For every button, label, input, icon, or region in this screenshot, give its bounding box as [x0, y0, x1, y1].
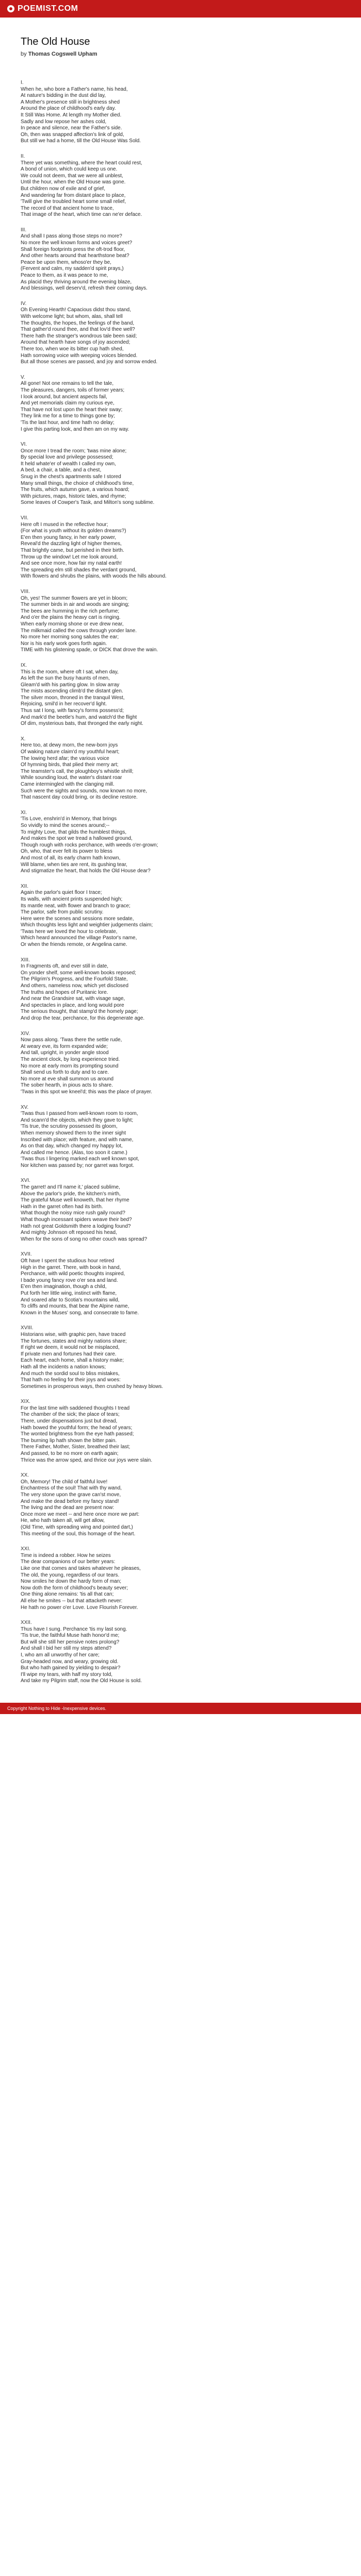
poem-line: What though the noisy mice rush gaily round? [21, 1210, 125, 1216]
poem-line: The record of that ancient home to trace, [21, 205, 114, 211]
poem-line: Inscribed with place; with feature, and with name, [21, 1137, 134, 1143]
stanza-number: XIII. [21, 957, 30, 963]
poem-line: That image of the heart, which time can ne'er deface. [21, 212, 142, 218]
poem-line: For the last time with saddened thoughts I tread [21, 1405, 130, 1411]
poem-line: No more the well known forms and voices greet? [21, 240, 133, 246]
poem-line: Once more we meet -- and here once more we part: [21, 1511, 140, 1517]
poem-line: Enchantress of the soul! That with thy wand, [21, 1485, 122, 1492]
byline [21, 51, 340, 57]
poem-line: Gray-headed now, and weary, growing old. [21, 1658, 119, 1665]
poem-line: Its mantle neat, with flower and branch to grace; [21, 903, 130, 909]
poem-line: 'Twas thus I passed from well-known room to room, [21, 1111, 138, 1117]
stanza-number: V. [21, 374, 25, 380]
poem-line: And others, nameless now, which yet disclosed [21, 983, 128, 989]
poem-line: The garret! and I'll name it,' placed sublime, [21, 1184, 120, 1191]
poem-line: One thing alone remains: 'tis all that can; [21, 1591, 114, 1598]
logo-icon [7, 5, 14, 12]
stanza [21, 1251, 340, 1316]
poem-line: The dear companions of our better years: [21, 1559, 116, 1565]
poem-line: I look around, but ancient aspects fail, [21, 394, 107, 400]
poem-line: Until the hour, when the Old House was gone. [21, 179, 126, 185]
stanza-number: XVI. [21, 1178, 30, 1184]
poem-line: 'Twill give the troubled heart some small relief, [21, 199, 126, 205]
poem-line: The living and the dead are present now: [21, 1505, 114, 1511]
stanza [21, 375, 340, 433]
poem-line: All else he smites -- but that attacketh never: [21, 1598, 123, 1604]
poem-line: To cliffs and mounts, that bear the Alpine name, [21, 1303, 129, 1310]
site-header [0, 0, 361, 18]
footer-copyright: Copyright Nothing to Hide -Inexpensive devices. [7, 1706, 107, 1711]
poem-content [0, 18, 361, 1703]
poem-line: And yet memorials claim my curious eye, [21, 400, 114, 406]
poem-line: Hath sorrowing voice with weeping voices blended. [21, 352, 138, 359]
poem-line: The truths and hopes of Puritanic lore. [21, 989, 108, 995]
poem-line: Sometimes in prosperous ways, then crushed by heavy blows. [21, 1383, 163, 1389]
poem-line: With pictures, maps, historic tales, and rhyme; [21, 493, 126, 499]
poem-line: And called me hence. (Alas, too soon it came.) [21, 1149, 127, 1156]
stanza [21, 957, 340, 1022]
poem-line: Now doth the form of childhood's beauty sever; [21, 1585, 128, 1591]
stanza [21, 736, 340, 801]
poem-line: 'Twas here we loved the hour to celebrate, [21, 928, 118, 935]
poem-line: No more at early morn its prompting sound [21, 1063, 119, 1069]
poem-line: And stigmatize the heart, that holds the Old House dear? [21, 868, 151, 874]
poem-line: On yonder shelf, some well-known books reposed; [21, 970, 137, 976]
poem-line: 'Twas in this spot we kneel'd; this was the place of prayer. [21, 1089, 153, 1095]
poem-line: Thus sat I long, with fancy's forms possess'd; [21, 708, 124, 714]
poem-line: Shall foreign footprints press the oft-trod floor, [21, 246, 125, 252]
poem-line: And shall I bid her still my steps attend? [21, 1646, 112, 1652]
stanza [21, 810, 340, 875]
poem-line: It held whate'er of wealth I called my own, [21, 461, 116, 467]
poem-line: That gather'd round thee, and that lov'd thee well? [21, 327, 135, 333]
stanza [21, 589, 340, 654]
poem-line: As left the sun the busy haunts of men, [21, 675, 110, 682]
poem-line: With welcome light; but whom, alas, shall tell [21, 314, 123, 319]
poem-line: Around that hearth have songs of joy ascended; [21, 340, 130, 346]
poem-line: Known in the Muses' song, and consecrate to fame. [21, 1310, 139, 1316]
poem-line: Which thoughts less light and weightier judgements claim; [21, 922, 153, 928]
stanza [21, 1399, 340, 1464]
poem-line: This meeting of the soul, this homage of the heart. [21, 1531, 136, 1537]
poem-line: And blessings, well deserv'd, refresh their coming days. [21, 285, 147, 292]
poem-line: And wandering far from distant place to place, [21, 192, 126, 198]
poem-line: And shall I pass along those steps no more? [21, 233, 122, 240]
poem-line: But still we had a home, till the Old House Was Sold. [21, 138, 141, 144]
poem-line: That hath no feeling for their joys and woes: [21, 1377, 121, 1383]
stanza-number: IX. [21, 662, 27, 668]
poem-line: The old, the young, regardless of our tears. [21, 1572, 120, 1578]
poem-line: We could not deem, that we were all unblest, [21, 173, 123, 179]
poem-line: As on that day, which changed my happy lot, [21, 1143, 123, 1149]
poem-line: Here too, at dewy morn, the new-born joys [21, 742, 118, 749]
poem-line: E'en then imagination, though a child, [21, 1284, 107, 1290]
poem-line: To mighty Love, that gilds the humblest things, [21, 829, 127, 835]
poem-line: The burning lip hath shown the bitter pain. [21, 1437, 117, 1444]
poem-line: No more at eve shall summon us around [21, 1076, 114, 1082]
poem-line: Oh Evening Hearth! Capacious didst thou stand, [21, 307, 132, 313]
stanza-number: XI. [21, 809, 27, 816]
poem-line: That nascent day could bring, or its decline restore. [21, 794, 138, 801]
poem-line: And take my Pilgrim staff, now the Old House is sold. [21, 1678, 142, 1684]
poem-line: The parlor, safe from public scrutiny. [21, 909, 104, 916]
poem-line: Around the place of childhood's early day. [21, 106, 116, 112]
poem-line: Time is indeed a robber. How he seizes [21, 1552, 111, 1558]
poem-line: The spreading elm still shades the verdant ground, [21, 567, 137, 573]
poem-line: Thus have I sung. Perchance 'tis my last song. [21, 1626, 127, 1632]
poem-line: High in the garret. There, with book in hand, [21, 1264, 121, 1270]
poem-line: The bees are humming in the rich perfume; [21, 608, 120, 614]
poem-line: There hath the stranger's wondrous tale been said; [21, 333, 137, 339]
poem-line: And o'er the plains the heavy cart is ringing. [21, 615, 121, 621]
poem-line: Each heart, each home, shall a history make; [21, 1358, 124, 1364]
poem-line: Rejoicing, smil'd in her recover'd light. [21, 701, 107, 707]
poem-line: A bond of union, which could keep us one. [21, 166, 118, 173]
poem-line: That brightly came, but perished in their birth. [21, 548, 124, 553]
poem-line: And near the Grandsire sat, with visage sage, [21, 996, 125, 1002]
poem-line: Peace be upon them, whoso'er they be, [21, 259, 111, 265]
stanza-number: VII. [21, 515, 29, 521]
stanza-number: VIII. [21, 588, 30, 595]
poem-line: As placid they thriving around the evening blaze, [21, 279, 132, 285]
poem-line: Such were the sights and sounds, now known no more, [21, 788, 147, 794]
poem-line: The serious thought, that stamp'd the homely page; [21, 1009, 138, 1015]
site-logo[interactable] [7, 4, 78, 13]
poem-line: Will blame, when ties are rent, its gushing tear, [21, 861, 127, 868]
poem-line: And spectacles in place, and long would pore [21, 1002, 124, 1008]
stanza-number: I. [21, 80, 24, 86]
poem-line: So vividly to mind the scenes around;-- [21, 822, 110, 828]
poem-line: Here oft I mused in the reflective hour; [21, 521, 108, 528]
stanza-number: III. [21, 227, 27, 233]
poem-line: There too, when woe its bitter cup hath shed, [21, 346, 124, 352]
poem-line: Now pass along. 'Twas there the settle rude, [21, 1037, 122, 1043]
poem-line: Hath all the incidents a nation knows; [21, 1364, 106, 1370]
stanza [21, 1178, 340, 1243]
poem-line: And passed, to be no more on earth again; [21, 1451, 119, 1457]
poem-line: E'en then young fancy, in her early power, [21, 534, 117, 540]
poem-line: There, under dispensations just but dread, [21, 1418, 118, 1425]
stanza-number: X. [21, 736, 26, 742]
stanza [21, 1031, 340, 1096]
poem-line: Or when the friends remote, or Angelina came. [21, 942, 127, 948]
poem-body [21, 80, 340, 1685]
poem-line: Hath bowed the youthful form; the head of years; [21, 1425, 133, 1431]
stanza [21, 663, 340, 727]
poem-line: (Old Time, with spreading wing and pointed dart,) [21, 1524, 133, 1530]
poem-line: The ancient clock, by long experience tried. [21, 1056, 120, 1062]
poem-line: And other hearts around that hearthstone beat? [21, 253, 129, 259]
poem-line: And much the sordid soul to bliss mistakes, [21, 1370, 120, 1377]
poem-line: The grateful Muse well knoweth, that her rhyme [21, 1197, 129, 1204]
poem-line: Though rough with rocks perchance, with weeds o'er-grown; [21, 842, 158, 848]
poem-line: Gleam'd with his parting glow. In slow array [21, 682, 120, 688]
logo-text: POEMIST.COM [18, 4, 78, 13]
poem-line: In Fragments oft, and ever still in date, [21, 963, 109, 970]
stanza [21, 227, 340, 292]
poem-line: The sober hearth, in pious acts to share. [21, 1082, 113, 1089]
poem-line: When early morning shone or eve drew near, [21, 621, 124, 627]
poem-line: When memory showed them to the inner sight [21, 1130, 126, 1136]
stanza [21, 301, 340, 366]
poem-line: Peace to them, as it was peace to me, [21, 273, 108, 279]
poem-line: They link me for a time to things gone by; [21, 413, 115, 419]
poem-line: Of hymning birds, that plied their merry art; [21, 762, 119, 768]
poem-line: Oh, yes! The summer flowers are yet in bloom; [21, 595, 128, 601]
poem-line: When he, who bore a Father's name, his head, [21, 86, 128, 92]
poem-line: And most of all, its early charm hath known, [21, 855, 121, 861]
poem-line: The fortunes, states and mighty nations share; [21, 1338, 127, 1344]
poem-line: The teamster's call, the ploughboy's whistle shrill; [21, 768, 134, 774]
poem-line: The thoughts, the hopes, the feelings of the band, [21, 320, 135, 326]
poem-line: Now smiles he down the hardy form of man; [21, 1579, 122, 1585]
poem-line: Nor kitchen was passed by; nor garret was forgot. [21, 1162, 135, 1168]
poem-line: TIME with his glistening spade, or DICK that drove the wain. [21, 647, 158, 653]
poem-line: I, who am all unworthy of her care; [21, 1652, 100, 1658]
poem-line: But who hath gained by yielding to despair? [21, 1665, 121, 1671]
poem-line: Here were the scenes and sessions more sedate, [21, 916, 134, 922]
poem-line: Nor is his early work goes forth again. [21, 640, 107, 647]
poem-line: But children now of exile and of grief, [21, 185, 105, 192]
stanza-number: XV. [21, 1104, 29, 1110]
poem-line: No more her morning song salutes the ear; [21, 634, 119, 640]
poem-line: (Fervent and calm, my sadden'd spirit prays,) [21, 266, 124, 272]
poem-line: I'll wipe my tears, with half my story told, [21, 1671, 113, 1677]
poem-line: The wonted brightness from the eye hath passed; [21, 1431, 134, 1437]
poem-line: A Mother's presence still in brightness shed [21, 99, 120, 105]
stanza [21, 80, 340, 145]
stanza [21, 1472, 340, 1537]
poem-line: At weary eve, its form expanded wide; [21, 1043, 108, 1049]
poem-line: The very stone upon the grave can'st move, [21, 1492, 121, 1498]
poem-line: (For what is youth without its golden dreams?) [21, 528, 126, 534]
poem-line: 'Tis true, the faithful Muse hath honor'd me; [21, 1633, 120, 1639]
poem-line: He hath no power o'er Love. Love Flourish Forever. [21, 1604, 138, 1611]
poem-line: The chamber of the sick; the place of tears; [21, 1412, 120, 1418]
stanza [21, 1620, 340, 1685]
poem-line: What though incessant spiders weave their bed? [21, 1217, 132, 1223]
poem-line: Oh, then was snapped affection's link of gold, [21, 131, 124, 138]
poem-line: The pleasures, dangers, toils of former years; [21, 387, 125, 393]
poem-line: Many small things, the choice of childhood's time, [21, 480, 134, 486]
poem-line: Snug in the chest's apartments safe I stored [21, 474, 121, 480]
poem-line: The silver moon, throned in the tranquil West, [21, 694, 125, 701]
poem-line: Some leaves of Cowper's Task, and Milton's song sublime. [21, 500, 155, 506]
poem-line: Of waking nature claim'd my youthful heart; [21, 749, 120, 755]
stanza-number: IV. [21, 300, 27, 307]
stanza-number: XVIII. [21, 1325, 34, 1331]
poem-line: In peace and silence, near the Father's side. [21, 125, 122, 131]
poem-line: Thrice was the arrow sped, and thrice our joys were slain. [21, 1457, 153, 1463]
poem-line: Hath in the garret often had its birth. [21, 1204, 103, 1210]
stanza [21, 1105, 340, 1170]
poem-line: The Pilgrim's Progress, and the Fourfold State, [21, 976, 128, 982]
stanza [21, 154, 340, 218]
poem-line: And tall, upright, in yonder angle stood [21, 1050, 109, 1056]
poem-line: Reveal'd the dazzling light of higher themes, [21, 541, 122, 547]
poem-line: And make the dead before my fancy stand! [21, 1498, 119, 1504]
poem-line: Throw up the window! Let me look around, [21, 554, 118, 560]
poem-line: Came intermingled with the clanging mill. [21, 782, 114, 787]
poem-line: Again the parlor's quiet floor I trace; [21, 890, 102, 896]
poem-line: If private men and fortunes had their care. [21, 1351, 117, 1357]
stanza [21, 1325, 340, 1390]
poem-line: Above the parlor's pride, the kitchen's mirth, [21, 1191, 121, 1197]
poem-line: And drop the tear, perchance, for this degenerate age. [21, 1015, 145, 1021]
site-footer [0, 1703, 361, 1714]
poem-line: The fruits, which autumn gave, a various hoard; [21, 487, 129, 493]
poem-line: Oh, Memory! The child of faithful love! [21, 1479, 108, 1485]
poem-line: And mark'd the beetle's hum, and watch'd the flight [21, 714, 137, 720]
poem-line: This is the room, where oft I sat, when day, [21, 669, 119, 675]
poem-line: When for the sons of song no other couch was spread? [21, 1236, 147, 1242]
poem-line: The milkmaid called the cows through yonder lane. [21, 628, 137, 634]
poem-line: I give this parting look, and then am on my way. [21, 426, 129, 432]
poem-line: And see once more, how fair my natal earth! [21, 561, 122, 567]
stanza-number: XX. [21, 1472, 29, 1479]
poem-line: Like one that comes and takes whatever he pleases, [21, 1565, 141, 1571]
poem-line: Once more I tread the room; 'twas mine alone; [21, 448, 127, 454]
poem-line: Hath not great Goldsmith there a lodging found? [21, 1223, 131, 1229]
poem-line: There yet was something, where the heart could rest, [21, 160, 142, 166]
poem-line: But will she still her pensive notes prolong? [21, 1639, 120, 1645]
poem-line: But all those scenes are passed, and joy and sorrow ended. [21, 359, 158, 365]
poem-line: While sounding loud, the water's distant roar [21, 775, 122, 781]
poem-line: Put forth her little wing, instinct with flame, [21, 1290, 117, 1296]
poem-line: And makes the spot we tread a hallowed ground, [21, 836, 133, 842]
stanza-number: XXI. [21, 1546, 30, 1552]
poem-title: The Old House [21, 36, 90, 47]
poem-line: At nature's bidding in the dust did lay, [21, 93, 106, 99]
stanza [21, 1546, 340, 1611]
poem-line: That have not lost upon the heart their sway; [21, 406, 123, 413]
poem-line: The summer birds in air and woods are singing; [21, 602, 129, 608]
poem-line: And soared afar to Scotia's mountains wild, [21, 1297, 120, 1303]
poem-line: 'Tis the last hour, and time hath no delay; [21, 419, 114, 426]
poem-line: There Father, Mother, Sister, breathed their last; [21, 1444, 130, 1450]
poem-line: It Still Was Home. At length my Mother died. [21, 112, 122, 118]
poem-line: And scann'd the objects, which they gave to light; [21, 1117, 134, 1123]
poem-line: 'Twas thus I lingering marked each well known spot, [21, 1156, 139, 1162]
poem-line: Oft have I spent the studious hour retired [21, 1258, 114, 1264]
poem-line: Of dim, mysterious bats, that thronged the early night. [21, 721, 143, 727]
poem-line: The lowing herd afar; the various voice [21, 755, 109, 761]
stanza-number: XVII. [21, 1251, 32, 1258]
poem-line: And mighty Johnson oft reposed his head, [21, 1230, 117, 1236]
poem-line: If right we deem, it would not be misplaced, [21, 1345, 120, 1351]
stanza-number: II. [21, 153, 25, 159]
stanza-number: VI. [21, 442, 27, 448]
poem-line: 'Tis Love, enshrin'd in Memory, that brings [21, 816, 117, 822]
stanza [21, 442, 340, 506]
poem-line: All gone! Not one remains to tell the tale, [21, 381, 114, 387]
poem-line: A bed, a chair, a table, and a chest, [21, 467, 102, 473]
stanza-number: XIV. [21, 1030, 30, 1037]
poem-line: Shall send us forth to duty and to care. [21, 1070, 109, 1076]
stanza-number: XIX. [21, 1399, 30, 1405]
poem-line: With flowers and shrubs the plains, with woods the hills abound. [21, 573, 167, 580]
poem-line: Oh, who, that ever felt its power to bless [21, 849, 112, 855]
poem-line: Perchance, with wild poetic thoughts inspired, [21, 1271, 125, 1277]
poem-line: I bade young fancy rove o'er sea and land. [21, 1277, 118, 1283]
author-name[interactable]: Thomas Cogswell Upham [28, 51, 97, 57]
poem-line: The mists ascending climb'd the distant glen. [21, 688, 123, 694]
byline-prefix: by [21, 51, 28, 57]
poem-line: Sadly and low repose her ashes cold, [21, 118, 107, 125]
stanza-number: XII. [21, 883, 29, 889]
poem-line: Which heard announced the village Pastor's name, [21, 935, 137, 941]
poem-line: By special love and privilege possessed; [21, 454, 113, 461]
stanza-number: XXII. [21, 1620, 32, 1626]
poem-line: Historians wise, with graphic pen, have traced [21, 1331, 126, 1337]
stanza [21, 884, 340, 948]
poem-line: He, who hath taken all, will get allow, [21, 1518, 105, 1524]
poem-line: Its walls, with ancient prints suspended high; [21, 896, 123, 902]
poem-line: 'Tis true, the scrutiny possessed its gloom, [21, 1124, 118, 1130]
stanza [21, 515, 340, 580]
